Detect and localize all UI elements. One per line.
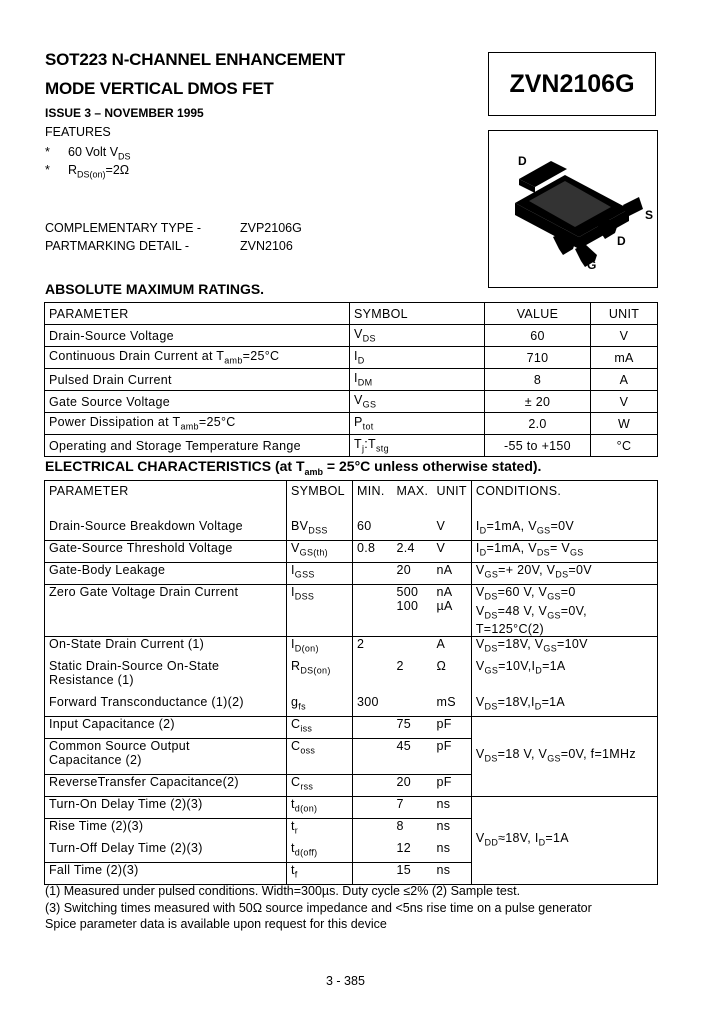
amr-param: Drain-Source Voltage	[45, 325, 350, 347]
ec-unit: nA µA	[433, 585, 472, 637]
ec-symbol: $t_r$	[287, 819, 353, 841]
ec-min: 60	[353, 519, 393, 541]
table-row	[45, 717, 658, 739]
pin-label-g: G	[587, 258, 597, 272]
ec-table	[44, 480, 658, 885]
table-row	[45, 797, 658, 819]
ec-min	[353, 863, 393, 885]
ec-symbol: $BV_{DSS}$	[287, 519, 353, 541]
amr-symbol: $V_{GS}$	[350, 391, 485, 413]
amr-param: Gate Source Voltage	[45, 391, 350, 413]
ec-unit: ns	[433, 797, 472, 819]
ec-min	[353, 563, 393, 585]
complementary-value: ZVP2106G	[240, 221, 302, 235]
ec-param: Common Source Output Capacitance (2)	[45, 739, 287, 775]
ec-symbol: $R_{DS(on)}$	[287, 659, 353, 695]
amr-unit: °C	[591, 435, 658, 457]
ec-unit: ns	[433, 863, 472, 885]
ec-unit: Ω	[433, 659, 472, 695]
ec-max: 45	[393, 739, 433, 775]
ec-min: 300	[353, 695, 393, 717]
ec-param: Rise Time (2)(3)	[45, 819, 287, 841]
title-line-1: SOT223 N-CHANNEL ENHANCEMENT	[45, 50, 346, 69]
table-row	[45, 325, 658, 347]
amr-header-row	[45, 303, 658, 325]
complementary-label: COMPLEMENTARY TYPE -	[45, 221, 202, 235]
amr-symbol: $I_{DM}$	[350, 369, 485, 391]
ec-unit: A	[433, 637, 472, 659]
amr-header-parameter: PARAMETER	[45, 303, 350, 325]
ec-unit: nA	[433, 563, 472, 585]
amr-unit: W	[591, 413, 658, 435]
ec-max: 2	[396, 658, 404, 673]
ec-header-row	[45, 481, 658, 519]
ec-max	[393, 695, 433, 717]
amr-table	[44, 302, 658, 457]
amr-symbol: $V_{DS}$	[350, 325, 485, 347]
amr-header-unit: UNIT	[591, 303, 658, 325]
ec-max	[393, 637, 433, 659]
amr-symbol: $T_j:T_{stg}$	[350, 435, 485, 457]
amr-value: ± 20	[485, 391, 591, 413]
partmarking-label: PARTMARKING DETAIL -	[45, 239, 190, 253]
ec-symbol: $C_{rss}$	[287, 775, 353, 797]
table-row	[45, 413, 658, 435]
sot223-package-illustration	[489, 131, 657, 287]
ec-max: 20	[393, 563, 433, 585]
ec-symbol: $t_{d(off)}$	[287, 841, 353, 863]
ec-param: Input Capacitance (2)	[45, 717, 287, 739]
table-row	[45, 585, 658, 637]
title-line-2: MODE VERTICAL DMOS FET	[45, 79, 274, 98]
ec-max: 2.4	[393, 541, 433, 563]
ec-min	[353, 775, 393, 797]
amr-symbol: $P_{tot}$	[350, 413, 485, 435]
amr-heading: ABSOLUTE MAXIMUM RATINGS.	[45, 281, 265, 297]
ec-header-min: MIN.	[353, 481, 393, 519]
amr-param: Operating and Storage Temperature Range	[45, 435, 350, 457]
table-row	[45, 391, 658, 413]
ec-conditions: $I_D=1mA$, $V_{GS}=0V$	[471, 519, 657, 541]
amr-unit: V	[591, 325, 658, 347]
ec-min	[353, 717, 393, 739]
ec-header-max: MAX.	[396, 484, 429, 498]
ec-param: On-State Drain Current (1)	[45, 637, 287, 659]
ec-symbol: $I_{GSS}$	[287, 563, 353, 585]
ec-param: Zero Gate Voltage Drain Current	[45, 585, 287, 637]
ec-min	[353, 585, 393, 637]
ec-param: Drain-Source Breakdown Voltage	[45, 519, 287, 541]
ec-param: Gate-Source Threshold Voltage	[45, 541, 287, 563]
part-number: ZVN2106G	[509, 69, 635, 98]
amr-param: Continuous Drain Current at $T_{amb}=25^\circ C$	[45, 347, 350, 369]
ec-symbol: $I_{D(on)}$	[287, 637, 353, 659]
ec-max: 8	[393, 819, 433, 841]
amr-symbol: $I_D$	[350, 347, 485, 369]
page-number: 3 - 385	[326, 974, 365, 988]
ec-conditions: $V_{GS}=10V,I_D=1A$	[471, 659, 657, 695]
table-row	[45, 541, 658, 563]
ec-min	[353, 739, 393, 775]
pin-label-d: D	[617, 234, 626, 248]
table-row	[45, 695, 658, 717]
feature-rdson: $R_{DS(on)}=2\Omega$	[68, 163, 130, 180]
ec-max: 75	[393, 717, 433, 739]
amr-value: -55 to +150	[485, 435, 591, 457]
table-row	[45, 519, 658, 541]
ec-symbol: $g_{fs}$	[287, 695, 353, 717]
ec-conditions: $V_{DD}\approx 18V$, $I_D=1A$	[471, 797, 657, 885]
amr-param: Power Dissipation at $T_{amb}=25^\circ C$	[45, 413, 350, 435]
ec-max: 15	[393, 863, 433, 885]
footnote-1: (1) Measured under pulsed conditions. Width=300µs. Duty cycle ≤2% (2) Sample test.	[45, 884, 521, 898]
issue-date: ISSUE 3 – NOVEMBER 1995	[45, 106, 204, 120]
ec-unit: ns	[433, 819, 472, 841]
ec-conditions: $V_{DS}=60$ V, $V_{GS}=0$ $V_{DS}=48$ V, $V_{GS}=0V$, T=125°C(2)	[471, 585, 657, 637]
ec-heading: ELECTRICAL CHARACTERISTICS (at $T_{amb} = 25^\circ C$ unless otherwise stated).	[45, 458, 542, 477]
amr-unit: V	[591, 391, 658, 413]
amr-value: 8	[485, 369, 591, 391]
ec-param: Forward Transconductance (1)(2)	[45, 695, 287, 717]
amr-unit: A	[591, 369, 658, 391]
table-row	[45, 435, 658, 457]
amr-header-value: VALUE	[485, 303, 591, 325]
ec-param: Gate-Body Leakage	[45, 563, 287, 585]
footnote-2: (3) Switching times measured with 50Ω source impedance and <5ns rise time on a pulse generator	[45, 901, 592, 915]
ec-header-parameter: PARAMETER	[45, 481, 287, 519]
ec-conditions: $V_{DS}=18V,I_D=1A$	[471, 695, 657, 717]
ec-max: 500 100	[393, 585, 433, 637]
ec-conditions: $V_{DS}=18V$, $V_{GS}=10V$	[471, 637, 657, 659]
ec-conditions: $I_D=1mA$, $V_{DS}= V_{GS}$	[471, 541, 657, 563]
part-number-box	[488, 52, 656, 116]
amr-unit: mA	[591, 347, 658, 369]
package-drawing-box	[488, 130, 658, 288]
ec-symbol: $t_{d(on)}$	[287, 797, 353, 819]
ec-conditions: $V_{DS}=18$ V, $V_{GS}=0V$, f=1MHz	[471, 717, 657, 797]
table-row	[45, 347, 658, 369]
table-row	[45, 369, 658, 391]
pin-label-s: S	[645, 208, 654, 222]
ec-param: Turn-Off Delay Time (2)(3)	[45, 841, 287, 863]
amr-value: 60	[485, 325, 591, 347]
feature-bullet-1: *	[45, 145, 50, 159]
ec-min	[353, 659, 393, 695]
ec-min	[353, 841, 393, 863]
table-row	[45, 637, 658, 659]
amr-param: Pulsed Drain Current	[45, 369, 350, 391]
ec-conditions: $V_{GS}=+ 20V$, $V_{DS}=0V$	[471, 563, 657, 585]
ec-unit: pF	[433, 775, 472, 797]
partmarking-value: ZVN2106	[240, 239, 293, 253]
footnote-3: Spice parameter data is available upon request for this device	[45, 917, 387, 931]
ec-unit: mS	[433, 695, 472, 717]
ec-header-symbol: SYMBOL	[287, 481, 353, 519]
ec-symbol: $C_{oss}$	[287, 739, 353, 775]
ec-param: Static Drain-Source On-State Resistance (1)	[45, 659, 287, 695]
table-row	[45, 659, 658, 695]
ec-param: ReverseTransfer Capacitance(2)	[45, 775, 287, 797]
amr-value: 2.0	[485, 413, 591, 435]
ec-min: 2	[353, 637, 393, 659]
ec-min	[353, 797, 393, 819]
ec-header-unit: UNIT	[433, 481, 472, 519]
feature-bullet-2: *	[45, 163, 50, 177]
ec-symbol: $I_{DSS}$	[287, 585, 353, 637]
ec-unit: pF	[433, 739, 472, 775]
amr-header-symbol: SYMBOL	[350, 303, 485, 325]
ec-header-conditions: CONDITIONS.	[471, 481, 657, 519]
ec-unit: pF	[433, 717, 472, 739]
ec-max: 7	[393, 797, 433, 819]
ec-min: 0.8	[353, 541, 393, 563]
ec-max	[393, 519, 433, 541]
ec-unit: V	[433, 541, 472, 563]
ec-unit: V	[433, 519, 472, 541]
ec-max: 20	[393, 775, 433, 797]
table-row	[45, 563, 658, 585]
feature-vds: 60 Volt $V_{DS}$	[68, 145, 131, 162]
pin-label-d-top: D	[518, 154, 527, 168]
ec-param: Fall Time (2)(3)	[45, 863, 287, 885]
ec-unit: ns	[433, 841, 472, 863]
ec-param: Turn-On Delay Time (2)(3)	[45, 797, 287, 819]
ec-symbol: $V_{GS(th)}$	[287, 541, 353, 563]
ec-min	[353, 819, 393, 841]
ec-symbol: $C_{iss}$	[287, 717, 353, 739]
features-heading: FEATURES	[45, 125, 111, 139]
amr-value: 710	[485, 347, 591, 369]
ec-symbol: $t_f$	[287, 863, 353, 885]
ec-max: 12	[396, 840, 412, 855]
